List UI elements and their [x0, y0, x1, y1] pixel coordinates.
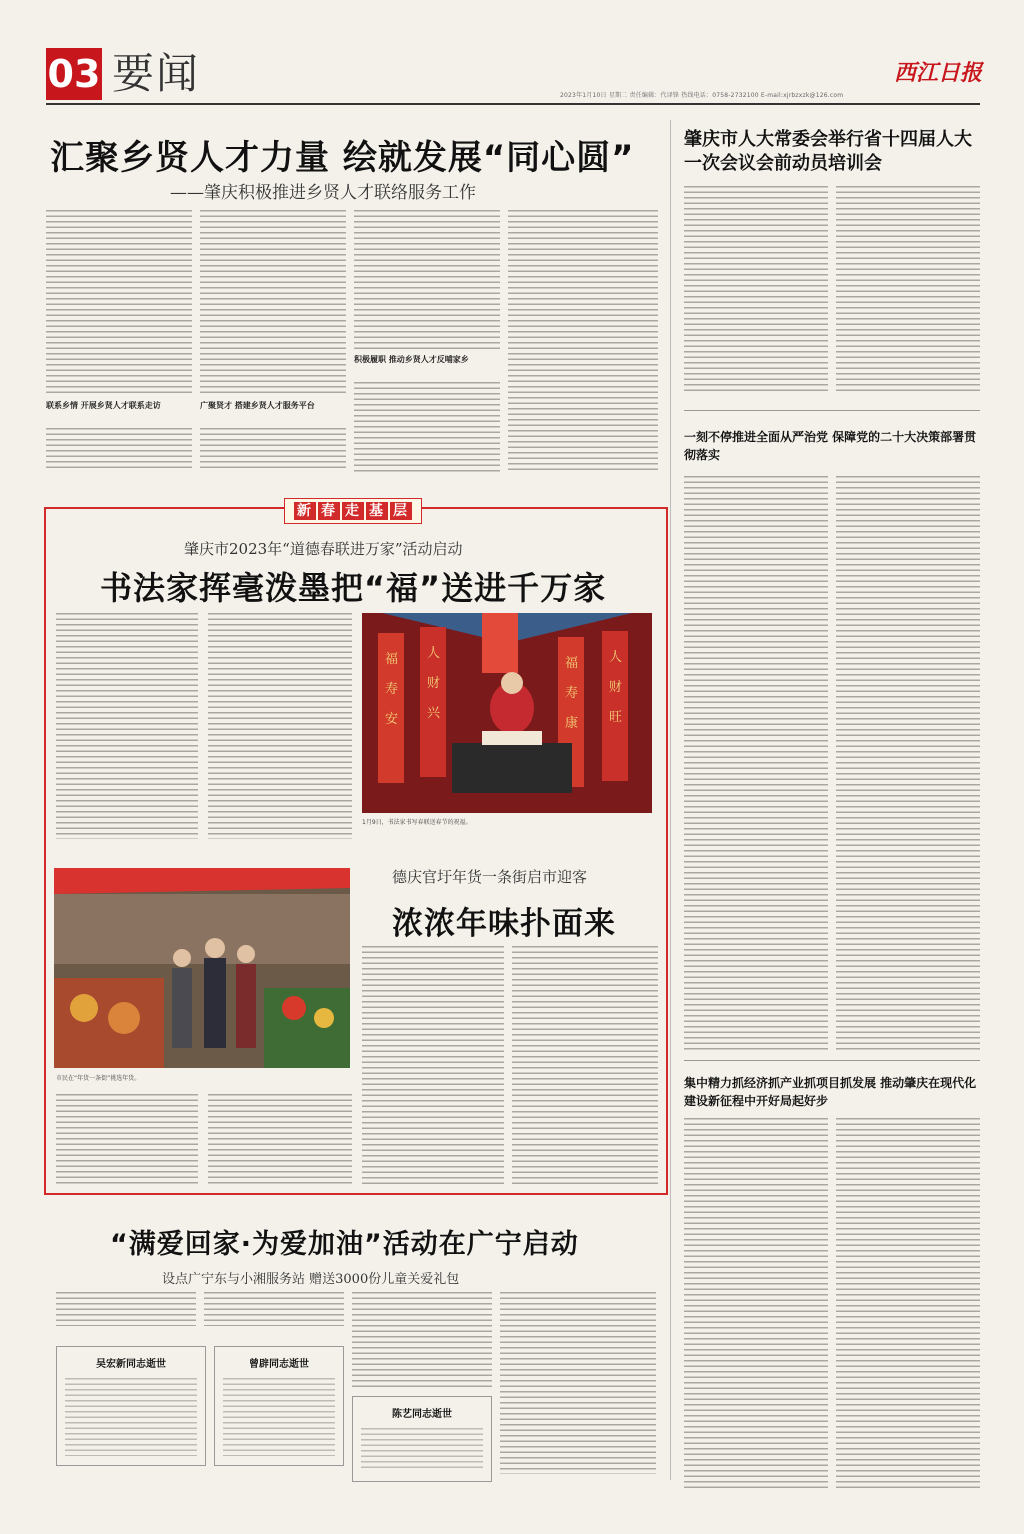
svg-text:寿: 寿 — [385, 682, 399, 697]
feature-story-2-body-c — [56, 1094, 198, 1186]
newspaper-logo: 西江日报 — [893, 60, 982, 86]
column-divider — [670, 120, 671, 1480]
notice-box-3 — [352, 1396, 492, 1482]
svg-text:福: 福 — [385, 652, 399, 667]
banner-char: 新 — [294, 502, 316, 520]
section-title: 要闻 — [112, 49, 201, 98]
notice-title-3: 陈艺同志逝世 — [392, 1409, 452, 1420]
calligraphy-photo-caption: 1月9日，书法家书写春联送春节的祝福。 — [362, 819, 472, 826]
sidebar-divider-2 — [684, 1060, 980, 1061]
svg-text:康: 康 — [565, 716, 579, 731]
svg-text:安: 安 — [385, 712, 399, 727]
calligraphy-photo-illustration — [362, 613, 652, 813]
svg-text:兴: 兴 — [427, 706, 441, 721]
bottom-body-d — [500, 1292, 656, 1474]
bottom-body-c — [352, 1292, 492, 1388]
banner-char: 基 — [366, 502, 388, 520]
banner-char: 春 — [318, 502, 340, 520]
notice-box-2 — [214, 1346, 344, 1466]
feature-story-1-headline: 书法家挥毫泼墨把“福”送进千万家 — [100, 569, 607, 607]
sidebar-story-1-title: 肇庆市人大常委会举行省十四届人大一次会议会前动员培训会 — [684, 129, 972, 174]
svg-text:寿: 寿 — [565, 686, 579, 701]
bottom-subheadline: 设点广宁东与小湘服务站 赠送3000份儿童关爱礼包 — [162, 1272, 460, 1287]
feature-story-2-body-b — [512, 946, 658, 1186]
svg-text:福: 福 — [565, 656, 579, 671]
feature-story-2-body-d — [208, 1094, 352, 1186]
calligraphy-photo — [362, 613, 652, 813]
notice-body-2 — [223, 1378, 335, 1456]
feature-story-2-kicker: 德庆官圩年货一条街启市迎客 — [392, 868, 588, 886]
sidebar-story-2-title: 一刻不停推进全面从严治党 保障党的二十大决策部署贯彻落实 — [684, 430, 977, 462]
bottom-body-a — [56, 1292, 196, 1326]
sidebar-story-1-body-b — [836, 186, 980, 392]
sidebar-story-2-body-b — [836, 476, 980, 1052]
feature-story-2-headline: 浓浓年味扑面来 — [392, 906, 616, 942]
lead-subhead-3: 积极履职 推动乡贤人才反哺家乡 — [354, 355, 469, 364]
sidebar-story-3-body-a — [684, 1118, 828, 1490]
svg-text:人: 人 — [427, 646, 441, 661]
lead-subheadline: ——肇庆积极推进乡贤人才联络服务工作 — [170, 183, 476, 203]
feature-story-1-body-a — [56, 613, 198, 839]
bottom-headline: “满爱回家·为爱加油”活动在广宁启动 — [110, 1229, 579, 1260]
section-number: 03 — [46, 48, 102, 100]
edition-meta: 2023年1月10日 星期二 责任编辑：代译锋 热线电话：0758-2732100 E-mail:xjrbzxzk@126.com — [560, 92, 844, 99]
lead-body-col-3b — [354, 382, 500, 472]
market-photo-illustration — [54, 868, 350, 1068]
lead-headline: 汇聚乡贤人才力量 绘就发展“同心圆” — [50, 138, 635, 178]
feature-story-1-kicker: 肇庆市2023年“道德春联进万家”活动启动 — [184, 540, 463, 558]
sidebar-story-2-body-a — [684, 476, 828, 1052]
svg-text:人: 人 — [609, 650, 623, 665]
svg-text:财: 财 — [609, 680, 623, 695]
svg-text:财: 财 — [427, 676, 441, 691]
lead-body-col-3 — [354, 210, 500, 350]
feature-banner — [284, 498, 422, 524]
lead-subhead-1: 联系乡情 开展乡贤人才联系走访 — [46, 401, 161, 410]
lead-body-col-1b — [46, 428, 192, 472]
market-photo-caption: 市民在“年货一条街”挑选年货。 — [56, 1075, 141, 1082]
feature-story-2-body-a — [362, 946, 504, 1186]
lead-body-col-2 — [200, 210, 346, 396]
lead-subhead-2: 广聚贤才 搭建乡贤人才服务平台 — [200, 401, 315, 410]
notice-box-1 — [56, 1346, 206, 1466]
notice-body-3 — [361, 1428, 483, 1472]
banner-char: 走 — [342, 502, 364, 520]
bottom-body-b — [204, 1292, 344, 1326]
feature-story-1-body-b — [208, 613, 352, 839]
sidebar-story-3-title: 集中精力抓经济抓产业抓项目抓发展 推动肇庆在现代化建设新征程中开好局起好步 — [684, 1076, 977, 1108]
lead-body-col-1 — [46, 210, 192, 396]
banner-char: 层 — [390, 502, 412, 520]
sidebar-story-1-body-a — [684, 186, 828, 392]
notice-title-1: 吴宏新同志逝世 — [96, 1359, 166, 1370]
notice-title-2: 曾辟同志逝世 — [249, 1359, 309, 1370]
lead-body-col-2b — [200, 428, 346, 472]
new-year-market-photo — [54, 868, 350, 1068]
masthead-rule — [46, 103, 980, 105]
notice-body-1 — [65, 1378, 197, 1456]
sidebar-divider-1 — [684, 410, 980, 411]
svg-text:旺: 旺 — [609, 710, 623, 725]
lead-body-col-4 — [508, 210, 658, 472]
sidebar-story-3-body-b — [836, 1118, 980, 1490]
